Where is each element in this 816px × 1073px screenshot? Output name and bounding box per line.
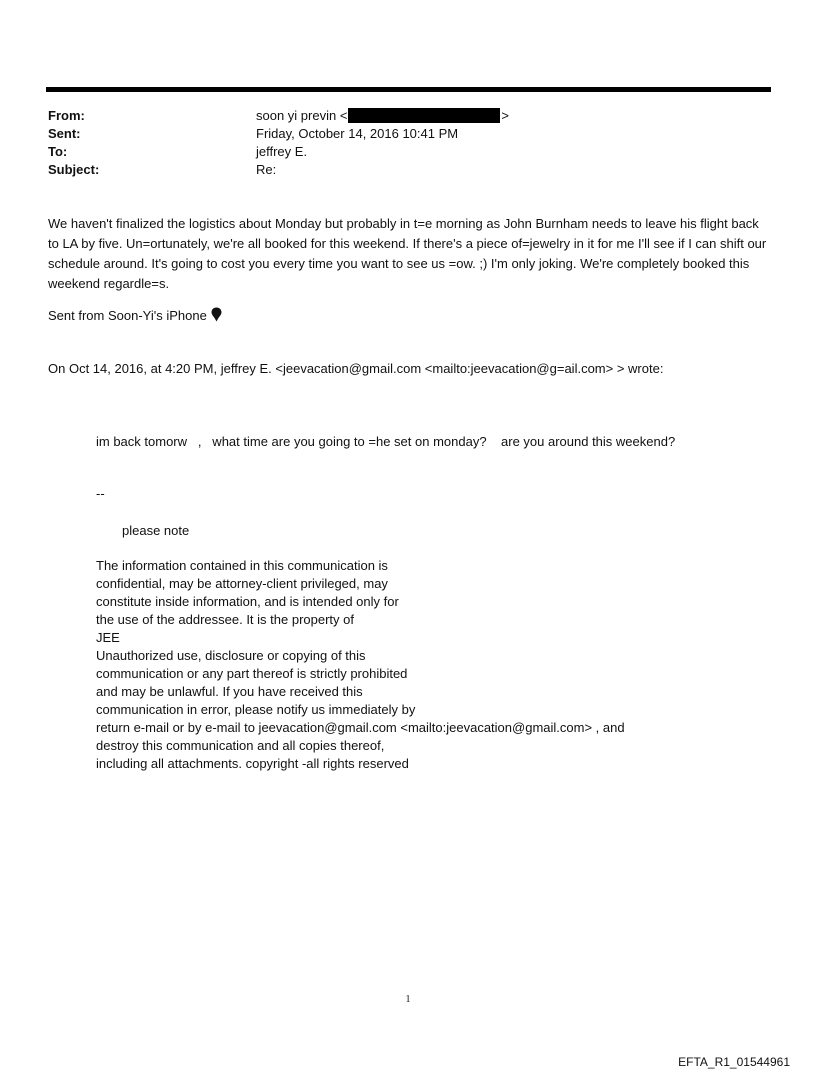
disclaimer-line: The information contained in this communication is xyxy=(96,558,388,573)
signature-line xyxy=(48,306,768,328)
message-body xyxy=(48,214,768,294)
to-value: jeffrey E. xyxy=(256,144,308,159)
header-rule xyxy=(46,87,771,92)
disclaimer-line: and may be unlawful. If you have received this xyxy=(96,684,363,699)
please-note: please note xyxy=(122,523,190,538)
to-label: To: xyxy=(48,144,68,159)
page-number: 1 xyxy=(405,994,411,1005)
disclaimer-line: JEE xyxy=(96,630,120,645)
disclaimer xyxy=(96,557,625,773)
subject-value: Re: xyxy=(256,162,277,177)
document-id: EFTA_R1_01544961 xyxy=(678,1055,790,1069)
disclaimer-line: communication in error, please notify us immediately by xyxy=(96,702,416,717)
disclaimer-line: Unauthorized use, disclosure or copying of this xyxy=(96,648,366,663)
message-paragraph: We haven't finalized the logistics about Monday but probably in t=e morning as John Burnham needs to leave his flight back to LA by five. Un=ortunately, we're all booked for this weekend. If there's a piece of=jewelry in it for me I'll see if I can shift our schedule around. It's going to cost you every time you want to see us =ow. ;) I'm only joking. We're completely booked this weekend regardle=s. xyxy=(48,216,767,291)
quote-header: On Oct 14, 2016, at 4:20 PM, jeffrey E. <jeevacation@gmail.com <mailto:jeevacation@g=ail.com> > wrote: xyxy=(48,361,664,376)
disclaimer-line: confidential, may be attorney-client privileged, may xyxy=(96,576,388,591)
quoted-message: im back tomorw , what time are you going to =he set on monday? are you around this weekend? xyxy=(96,434,676,449)
signature-text: Sent from Soon-Yi's iPhone xyxy=(48,308,207,323)
disclaimer-line: return e-mail or by e-mail to jeevacation@gmail.com <mailto:jeevacation@gmail.com> , and xyxy=(96,720,625,735)
subject-label: Subject: xyxy=(48,162,100,177)
sent-value: Friday, October 14, 2016 10:41 PM xyxy=(256,126,459,141)
from-label: From: xyxy=(48,108,85,123)
disclaimer-line: including all attachments. copyright -all rights reserved xyxy=(96,756,409,771)
disclaimer-line: constitute inside information, and is intended only for xyxy=(96,594,399,609)
from-value xyxy=(256,107,509,125)
sent-label: Sent: xyxy=(48,126,81,141)
disclaimer-line: communication or any part thereof is strictly prohibited xyxy=(96,666,408,681)
disclaimer-line: destroy this communication and all copies thereof, xyxy=(96,738,385,753)
map-pin-icon xyxy=(211,307,222,328)
from-name: soon yi previn < xyxy=(256,108,348,123)
from-close: > xyxy=(501,108,510,123)
redacted-email xyxy=(348,108,500,123)
signature-separator: -- xyxy=(96,486,105,501)
disclaimer-line: the use of the addressee. It is the property of xyxy=(96,612,354,627)
